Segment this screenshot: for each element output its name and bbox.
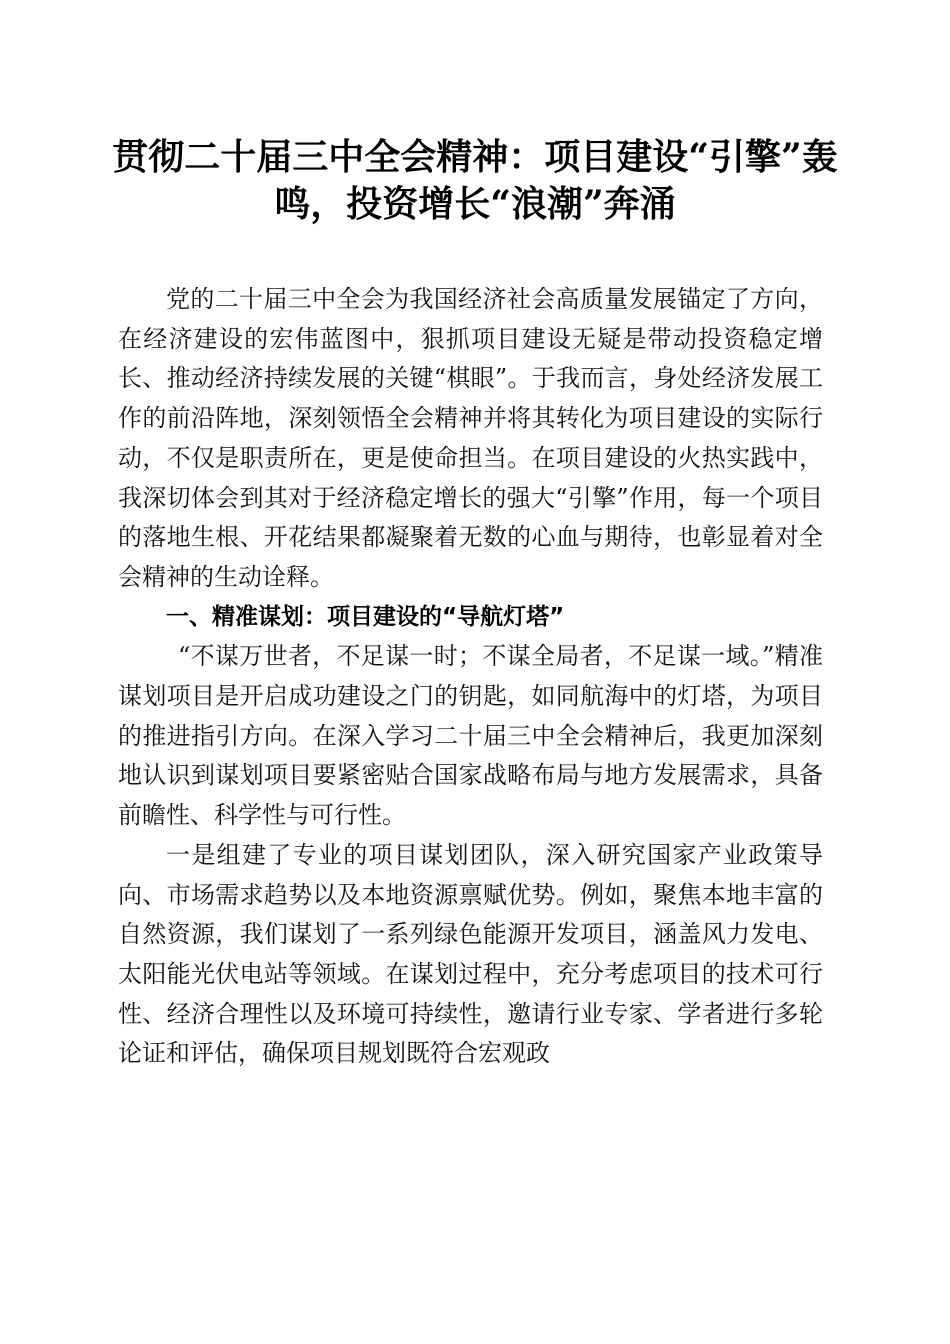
document-title: 贯彻二十届三中全会精神：项目建设“引擎”轰鸣，投资增长“浪潮”奔涌 bbox=[112, 136, 838, 225]
document-body bbox=[118, 280, 823, 1074]
section-paragraph: “不谋万世者，不足谋一时；不谋全局者，不足谋一域。”精准谋划项目是开启成功建设之门的钥匙，如同航海中的灯塔，为项目的推进指引方向。在深入学习二十届三中全会精神后，我更加深刻地认识到谋划项目要紧密贴合国家战略布局与地方发展需求，具备前瞻性、科学性与可行性。 bbox=[118, 642, 823, 830]
section-paragraph: 一是组建了专业的项目谋划团队，深入研究国家产业政策导向、市场需求趋势以及本地资源禀赋优势。例如，聚焦本地丰富的自然资源，我们谋划了一系列绿色能源开发项目，涵盖风力发电、太阳能光伏电站等领域。在谋划过程中，充分考虑项目的技术可行性、经济合理性以及环境可持续性，邀请行业专家、学者进行多轮论证和评估，确保项目规划既符合宏观政 bbox=[118, 840, 823, 1068]
intro-paragraph: 党的二十届三中全会为我国经济社会高质量发展锚定了方向，在经济建设的宏伟蓝图中，狠抓项目建设无疑是带动投资稳定增长、推动经济持续发展的关键“棋眼”。于我而言，身处经济发展工作的前沿阵地，深刻领悟全会精神并将其转化为项目建设的实际行动，不仅是职责所在，更是使命担当。在项目建设的火热实践中，我深切体会到其对于经济稳定增长的强大“引擎”作用，每一个项目的落地生根、开花结果都凝聚着无数的心血与期待，也彰显着对全会精神的生动诠释。 bbox=[118, 285, 823, 591]
section-heading: 一、精准谋划：项目建设的“导航灯塔” bbox=[166, 603, 565, 630]
